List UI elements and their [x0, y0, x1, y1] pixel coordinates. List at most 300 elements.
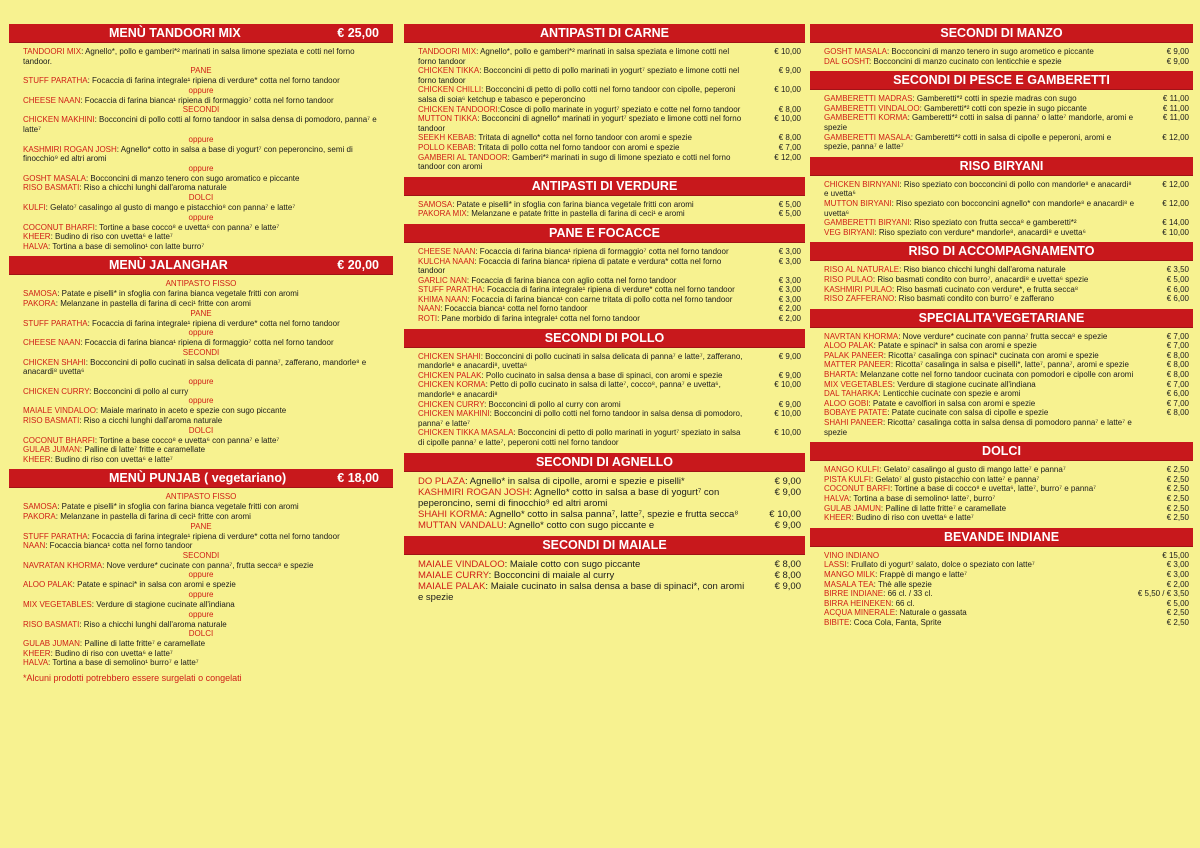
section-header	[9, 24, 393, 43]
dish-name: HALVA	[824, 494, 850, 503]
dish-price: € 9,00	[774, 519, 801, 531]
dish-description: : Patate e piselli* in sfoglia con farina bianca vegetale fritti con aromi	[57, 289, 299, 299]
menu-item	[404, 314, 805, 324]
course-label: oppure	[188, 609, 214, 619]
menu-item	[9, 639, 393, 649]
dish-name: MANGO KULFI	[824, 465, 880, 475]
dish-description: : Thè alle spezie	[873, 579, 932, 589]
dish-name: NAAN	[418, 304, 441, 314]
dish-description: : Melanzane in pastella di farina di ceci¹ fritte con aromi	[55, 512, 251, 522]
dish-description: : Riso basmati cucinato con verdure*, e frutta secca⁸	[892, 284, 1079, 294]
menu-item	[9, 387, 393, 397]
section-header	[810, 24, 1193, 43]
menu-item	[810, 408, 1193, 418]
menu-item	[810, 504, 1193, 514]
course-label: oppure	[188, 590, 214, 599]
menu-item	[9, 299, 393, 309]
dish-name: ALOO PALAK	[824, 341, 874, 351]
menu-item	[810, 465, 1193, 475]
section-header	[810, 71, 1193, 90]
menu-item	[9, 96, 393, 106]
dish-name: CHICKEN KORMA	[418, 380, 486, 390]
dish-price: € 10,00	[1162, 227, 1189, 237]
menu-item	[810, 599, 1193, 609]
dish-name: ROTI	[418, 314, 438, 324]
dish-description: : Melanzane e patate fritte in pastella di farina di ceci¹ e aromi	[466, 209, 685, 219]
dish-price: € 3,00	[1166, 560, 1189, 570]
section-header	[404, 224, 805, 243]
menu-item	[404, 352, 805, 371]
menu-item	[404, 276, 805, 286]
dish-price: € 3,00	[778, 256, 801, 266]
dish-description: : Bocconcini di manzo tenero in sugo arometico e piccante	[886, 47, 1094, 56]
dish-name: SEEKH KEBAB	[418, 133, 475, 143]
menu-item	[810, 265, 1193, 275]
menu-item	[404, 295, 805, 305]
dish-price: € 2,50	[1166, 474, 1189, 484]
menu-item	[9, 502, 393, 512]
course-label: DOLCI	[188, 629, 214, 639]
course-label: SECONDI	[182, 550, 220, 560]
menu-item	[810, 360, 1193, 370]
section-price: € 25,00	[337, 26, 379, 40]
dish-name: KULFI	[23, 202, 46, 212]
menu-item	[810, 133, 1193, 152]
dish-name: MUTTON BIRYANI	[824, 198, 892, 208]
course-label: oppure	[188, 163, 214, 173]
menu-item	[810, 484, 1193, 494]
dish-name: MIX VEGETABLES	[23, 600, 92, 609]
course-label: DOLCI	[188, 425, 214, 435]
dish-price: € 6,00	[1166, 389, 1189, 399]
section-title: MENÙ JALANGHAR	[109, 258, 228, 273]
section-title: SPECIALITA'VEGETARIANE	[918, 310, 1085, 325]
dish-price: € 2,50	[1166, 513, 1189, 523]
menu-item	[9, 541, 393, 551]
menu-item	[9, 532, 393, 542]
dish-name: RISO BASMATI	[23, 619, 80, 629]
menu-item	[810, 370, 1193, 380]
dish-price: € 3,00	[1166, 569, 1189, 579]
course-label: PANE	[190, 308, 212, 318]
menu-item	[9, 338, 393, 348]
dish-description: : Focaccia di farina bianca¹ ripiena di formaggio⁷ cotta nel forno tandoor	[80, 95, 334, 105]
dish-name: CHICKEN TANDOORI	[418, 104, 498, 114]
dish-description: : Focaccia di farina bianca con aglio cotta nel forno tandoor	[466, 275, 677, 285]
menu-item	[404, 409, 805, 428]
dish-name: CHICKEN CURRY	[418, 399, 485, 409]
menu-item	[404, 209, 805, 219]
dish-name: HALVA	[23, 658, 49, 668]
menu-item	[810, 494, 1193, 504]
menu-item	[404, 380, 805, 399]
dish-name: STUFF PARATHA	[418, 285, 483, 295]
dish-name: DAL TAHARKA	[824, 389, 879, 399]
dish-name: LASSI	[824, 560, 847, 570]
dish-price: € 9,00	[778, 399, 801, 409]
menu-item	[810, 618, 1193, 628]
dish-description: : Patate e spinaci* in salsa con aromi e spezie	[873, 341, 1037, 351]
dish-description: : Bocconcini di pollo al curry	[89, 386, 189, 396]
course-label: oppure	[188, 396, 214, 406]
section-dolci	[810, 442, 1193, 523]
menu-item	[810, 113, 1193, 132]
dish-description: : Melanzane cotte nel forno tandoor cucinata con pomodori e cipolle con aromi	[855, 370, 1134, 380]
dish-description: : Coca Cola, Fanta, Sprite	[849, 617, 942, 627]
dish-description: : Budino di riso con uvetta⁶ e latte⁷	[50, 232, 173, 242]
menu-item	[810, 570, 1193, 580]
menu-item	[810, 560, 1193, 570]
dish-description: : Palline di latte fritte⁷ e caramellate	[79, 639, 206, 649]
menu-item	[9, 242, 393, 252]
menu-item	[810, 332, 1193, 342]
dish-description: : Melanzane in pastella di farina di ceci¹ fritte con aromi	[55, 298, 251, 308]
dish-name: GAMBERI AL TANDOOR	[418, 152, 508, 162]
dish-name: COCONUT BHARFI	[23, 435, 95, 445]
menu-item	[404, 200, 805, 210]
menu-item	[404, 581, 805, 603]
menu-item	[810, 399, 1193, 409]
section-title: ANTIPASTI DI VERDURE	[531, 178, 678, 193]
menu-item	[9, 358, 393, 377]
dish-description: : Palline di latte fritte⁷ e caramellate	[880, 503, 1007, 513]
menu-item	[404, 400, 805, 410]
dish-description: : Nove verdure* cucinate con panna⁷ frutta secca⁸ e spezie	[898, 331, 1108, 341]
section-title: MENÙ TANDOORI MIX	[109, 26, 241, 40]
dish-description: : Focaccia di farina integrale¹ ripiena di verdure* cotta nel forno tandoor	[87, 76, 340, 86]
dish-description: : Bocconcini di pollo cucinati in salsa delicata di panna⁷ e latte⁷, zafferano, mandorle⁸ e anacardi⁸, uvetta⁶	[418, 351, 743, 371]
dish-price: € 5,00	[1166, 274, 1189, 284]
dish-price: € 11,00	[1162, 113, 1189, 123]
menu-item	[810, 294, 1193, 304]
dish-description: : Budino di riso con uvetta⁶ e latte⁷	[50, 454, 173, 464]
dish-price: € 2,50	[1166, 608, 1189, 618]
dish-description: : Agnello* cotto in salsa panna⁷, latte⁷, spezie e frutta secca⁸	[484, 508, 739, 520]
course-label: oppure	[188, 85, 214, 95]
dish-name: KHEER	[23, 232, 51, 242]
dish-name: ACQUA MINERALE	[824, 608, 896, 618]
dish-description: : Agnello* cotto in salsa a base di yogurt⁷ con peperoncino, semi di finocchio⁹ ed altri aromi	[418, 486, 720, 509]
section-antipasti-di-verdure	[404, 177, 805, 219]
course-label: SECONDI	[182, 105, 220, 115]
dish-description: : Gelato⁷ al gusto pistacchio con latte⁷ e panna⁷	[870, 474, 1040, 484]
section-title: SECONDI DI MANZO	[940, 26, 1063, 40]
dish-price: € 2,50	[1166, 494, 1189, 503]
dish-description: : Riso basmati condito con burro⁷ e zafferano	[894, 294, 1054, 304]
menu-item	[404, 105, 805, 115]
dish-name: PISTA KULFI	[824, 474, 871, 484]
menu-item	[9, 203, 393, 213]
dish-price: € 3,00	[778, 275, 801, 285]
dish-name: BIRRA HEINEKEN	[824, 598, 892, 608]
dish-price: € 7,00	[1166, 379, 1189, 389]
dish-price: € 9,00	[774, 580, 801, 592]
dish-price: € 5,00	[1166, 598, 1189, 608]
course-label: oppure	[188, 134, 214, 144]
dish-description: : Riso speziato con frutta secca⁸ e gamberetti*²	[909, 218, 1077, 228]
dish-description: : Frullato di yogurt⁷ salato, dolce o speziato con latte⁷	[846, 560, 1035, 570]
dish-name: CHICKEN SHAHI	[23, 357, 86, 367]
course-label: ANTIPASTO FISSO	[165, 492, 237, 502]
menu-item	[810, 199, 1193, 218]
menu-item	[404, 304, 805, 314]
dish-name: STUFF PARATHA	[23, 531, 88, 541]
dish-price: € 3,00	[778, 246, 801, 256]
dish-description: : Frappè di mango e latte⁷	[875, 569, 967, 579]
dish-name: ALOO GOBI	[824, 398, 869, 408]
menu-item	[810, 351, 1193, 361]
section-bevande-indiane	[810, 528, 1193, 628]
section-title: SECONDI DI AGNELLO	[535, 454, 674, 469]
dish-description: : Riso basmati condito con burro⁷, anacardi⁸ e uvetta⁶ spezie	[872, 274, 1089, 284]
course-label: PANE	[190, 521, 212, 531]
dish-name: PAKORA MIX	[418, 209, 467, 219]
dish-name: CHICKEN TIKKA	[418, 66, 480, 76]
section-title: SECONDI DI POLLO	[544, 330, 665, 345]
dish-name: CHICKEN BIRNYANI	[824, 179, 900, 189]
dish-description: : Tritata di agnello* cotta nel forno tandoor con aromi e spezie	[474, 133, 692, 143]
menu-item	[9, 319, 393, 329]
dish-name: KHIMA NAAN	[418, 294, 468, 304]
menu-item	[9, 289, 393, 299]
menu-item	[810, 180, 1193, 199]
menu-item	[9, 658, 393, 668]
dish-description: : Budino di riso con uvetta⁶ e latte⁷	[50, 648, 173, 658]
section-specialita-vegetariane	[810, 309, 1193, 438]
section-price: € 18,00	[337, 471, 379, 486]
menu-item	[404, 257, 805, 276]
dish-name: MANGO MILK	[824, 569, 876, 579]
dish-name: GAMBERETTI MASALA	[824, 132, 911, 142]
dish-name: CHICKEN MAKHINI	[23, 115, 95, 125]
dish-description: : Pane morbido di farina integrale¹ cotta nel forno tandoor	[437, 314, 640, 324]
section-header	[810, 242, 1193, 261]
menu-item	[9, 115, 393, 134]
course-label: oppure	[188, 570, 214, 580]
section-header	[404, 177, 805, 196]
dish-description: : Riso a chicchi lunghi dall'aroma naturale	[79, 619, 227, 629]
dish-description: : Riso speziato con verdure* mandorle⁸, anacardi⁸ e uvetta⁶	[874, 227, 1086, 237]
menu-item	[404, 559, 805, 570]
menu-item	[9, 512, 393, 522]
section-header	[9, 256, 393, 275]
dish-description: : Bocconcini di petto di pollo marinati in yogurt⁷ speziato in salsa di cipolle panna⁷ e latte⁷, peperoni cotti nel forno tandoor	[418, 428, 741, 447]
dish-price: € 7,00	[778, 142, 801, 152]
dish-description: : Patate e piselli* in sfoglia con farina bianca vegetale fritti con aromi	[57, 502, 299, 512]
dish-description: : Patate e cavolfiori in salsa con aromi e spezie	[868, 398, 1036, 408]
dish-name: SAMOSA	[418, 199, 453, 209]
dish-description: : Bocconcini di pollo al curry con aromi	[484, 399, 621, 409]
dish-description: : Bocconcini di petto di pollo marinati in yogurt⁷ speziato e limone cotti nel forno tandoor	[418, 66, 740, 85]
dish-description: : Tritata di pollo cotta nel forno tandoor con aromi e spezie	[473, 142, 680, 152]
dish-name: GULAB JAMUN	[824, 503, 881, 513]
dish-description: : Tortine a base cocco⁸ e uvetta⁶ con panna⁷ e latte⁷	[94, 435, 280, 445]
dish-description: : Tortina a base di semolino¹ latte⁷, burro⁷	[849, 494, 996, 503]
dish-description: : Patate e piselli* in sfoglia con farina bianca vegetale fritti con aromi	[452, 199, 694, 209]
menu-item	[9, 223, 393, 233]
dish-description: : Maiale cucinato in salsa densa a base di spinaci*, con aromi e spezie	[418, 580, 745, 603]
dish-name: RISO ZAFFERANO	[824, 294, 895, 304]
dish-price: € 10,00	[774, 380, 801, 390]
section-pane-e-focacce	[404, 224, 805, 324]
dish-name: CHICKEN CURRY	[23, 386, 90, 396]
section-header	[810, 442, 1193, 461]
dish-price: € 7,00	[1166, 331, 1189, 341]
section-title: RISO BIRYANI	[959, 158, 1044, 173]
dish-name: CHICKEN PALAK	[418, 370, 482, 380]
section-header	[810, 157, 1193, 176]
menu-item	[404, 143, 805, 153]
dish-price: € 9,00	[778, 66, 801, 76]
dish-description: : Focaccia di farina bianca¹ ripiena di patate e verdura* cotta nel forno tandoor	[418, 256, 722, 276]
dish-price: € 3,00	[778, 285, 801, 295]
dish-description: : Maiale cotto con sugo piccante	[504, 558, 641, 570]
course-label: ANTIPASTO FISSO	[165, 279, 237, 289]
menu-item	[810, 57, 1193, 67]
menu-item	[404, 476, 805, 487]
dish-name: SAMOSA	[23, 502, 58, 512]
dish-name: VINO INDIANO	[824, 550, 880, 560]
dish-name: GAMBERETTI MADRAS	[824, 94, 913, 104]
column-antipasti-secondi	[404, 24, 805, 608]
course-label: oppure	[188, 328, 214, 338]
dish-description: : Bocconcini di pollo cotti nel forno tandoor in salsa densa di pomodoro, panna⁷ e latte⁷	[418, 409, 743, 428]
section-title: DOLCI	[982, 444, 1021, 459]
dish-name: BIBITE	[824, 617, 850, 627]
menu-item	[9, 183, 393, 193]
dish-description: : Focaccia di farina bianca¹ con carne tritata di pollo cotta nel forno tandoor	[467, 294, 733, 304]
dish-description: : Patate cucinate con salsa di cipolle e spezie	[887, 408, 1049, 418]
menu-item	[810, 228, 1193, 238]
dish-price: € 8,00	[778, 104, 801, 114]
dish-description: : Budino di riso con uvetta⁶ e latte⁷	[851, 513, 974, 523]
dish-price: € 2,00	[1166, 579, 1189, 589]
section-secondi-di-agnello	[404, 453, 805, 531]
dish-name: HALVA	[23, 241, 49, 251]
menu-item	[810, 285, 1193, 295]
dish-name: MAIALE CURRY	[418, 569, 489, 581]
section-riso-di-accompagnamento	[810, 242, 1193, 303]
dish-price: € 9,00	[774, 475, 801, 487]
dish-name: STUFF PARATHA	[23, 76, 88, 86]
menu-item	[9, 620, 393, 630]
dish-name: BHARTA	[824, 370, 856, 380]
dish-name: RISO AL NATURALE	[824, 265, 900, 275]
frozen-products-note: *Alcuni prodotti potrebbero essere surgelati o congelati	[23, 672, 242, 683]
dish-description: : Agnello* in salsa di cipolle, aromi e spezie e piselli*	[465, 475, 685, 487]
dish-name: MAIALE VINDALOO	[418, 558, 505, 570]
dish-description: : Bocconcini di manzo cucinato con lenticchie e spezie	[869, 56, 1062, 66]
dish-price: € 2,50	[1166, 484, 1189, 494]
dish-price: € 5,00	[778, 199, 801, 209]
menu-item	[404, 247, 805, 257]
dish-description: : Riso speziato con bocconcini agnello* con mandorle⁸ e anacardi⁸ e uvetta⁶	[824, 198, 1135, 218]
dish-price: € 10,00	[774, 47, 801, 56]
dish-name: SAMOSA	[23, 289, 58, 299]
menu-item	[404, 114, 805, 133]
dish-description: : Bocconcini di pollo cotti al forno tandoor in salsa densa di pomodoro, panna⁷ e latte⁷	[23, 115, 377, 134]
dish-description: :Cosce di pollo marinate in yogurt⁷ speziato e cotte nel forno tandoor	[497, 104, 741, 114]
dish-description: : Maiale marinato in aceto e spezie con sugo piccante	[95, 406, 287, 416]
menu-item	[810, 608, 1193, 618]
menu-item	[810, 580, 1193, 590]
dish-price: € 3,50	[1166, 265, 1189, 275]
dish-description: : Lenticchie cucinate con spezie e aromi	[878, 389, 1021, 399]
menu-item	[810, 275, 1193, 285]
dish-price: € 10,00	[774, 85, 801, 95]
dish-description: : Tortine a base cocco⁸ e uvetta⁶ con panna⁷ e latte⁷	[94, 222, 280, 232]
dish-price: € 12,00	[1162, 179, 1189, 189]
menu-item	[810, 380, 1193, 390]
dish-description: : Nove verdure* cucinate con panna⁷, frutta secca⁸ e spezie	[102, 560, 314, 570]
section-men-punjab-vegetariano	[9, 469, 393, 668]
dish-name: CHEESE NAAN	[23, 338, 81, 348]
dish-price: € 11,00	[1162, 94, 1189, 104]
dish-price: € 8,00	[1166, 370, 1189, 380]
dish-name: CHICKEN SHAHI	[418, 351, 481, 361]
section-price: € 20,00	[337, 258, 379, 273]
menu-item	[9, 455, 393, 465]
dish-description: : Ricotta⁷ casalinga in salsa e piselli*, latte⁷, panna⁷, aromi e spezie	[890, 360, 1129, 370]
dish-description: : Gamberetti*² cotti in salsa di panna⁷ o latte⁷ mandorle, aromi e spezie	[824, 113, 1134, 132]
dish-description: : Naturale o gassata	[895, 608, 967, 618]
column-menus	[9, 24, 393, 683]
dish-name: KHEER	[824, 513, 852, 523]
dish-description: : Ricotta⁷ casalinga cotta in salsa densa di pomodoro panna⁷ e latte⁷ e spezie	[824, 418, 1132, 437]
dish-description: : Verdure di stagione cucinate all'indiana	[91, 600, 235, 609]
dish-name: RISO BASMATI	[23, 416, 80, 426]
dish-description: : Riso bianco chicchi lunghi dall'aroma naturale	[899, 265, 1066, 275]
menu-item	[9, 445, 393, 455]
dish-name: MAIALE PALAK	[418, 580, 486, 592]
dish-name: COCONUT BARFI	[824, 484, 891, 494]
menu-item	[9, 76, 393, 86]
course-label: SECONDI	[182, 347, 220, 357]
dish-description: : Focaccia di farina bianca¹ ripiena di formaggio⁷ cotta nel forno tandoor	[475, 246, 729, 256]
dish-description: : Gamberetti*² cotti in spezie madras con sugo	[912, 94, 1077, 104]
menu-item	[404, 66, 805, 85]
dish-description: : Gamberi*² marinati in sugo di limone speziato e cotti nel forno tandoor con aromi	[418, 152, 731, 172]
course-label: oppure	[188, 212, 214, 222]
dish-description: : Bocconcini di petto di pollo cotti nel forno tandoor con cipolle, peperoni salsa di soia⁶ ketchup e tabasco e peperoncino	[418, 85, 736, 104]
dish-name: PALAK PANEER	[824, 350, 884, 360]
dish-price: € 9,00	[774, 486, 801, 498]
dish-name: MAIALE VINDALOO	[23, 406, 96, 416]
dish-description: : Gelato⁷ casalingo al gusto di mango e pistacchio⁸ con panna⁷ e latte⁷	[45, 202, 296, 212]
dish-price: € 8,00	[1166, 350, 1189, 360]
menu-item	[404, 520, 805, 531]
dish-price: € 8,00	[774, 569, 801, 581]
menu-item	[9, 416, 393, 426]
section-secondi-di-pesce-e-gamberetti	[810, 71, 1193, 152]
dish-description: : Bocconcini di agnello* marinati in yogurt⁷ speziato e limone cotti nel forno tandoor	[418, 114, 742, 133]
dish-price: € 6,00	[1166, 284, 1189, 294]
section-header	[404, 24, 805, 43]
section-title: PANE E FOCACCE	[549, 225, 660, 240]
dish-price: € 15,00	[1162, 550, 1189, 560]
dish-price: € 8,00	[774, 558, 801, 570]
dish-price: € 10,00	[769, 508, 801, 520]
dish-description: : Bocconcini di maiale al curry	[488, 569, 615, 581]
dish-price: € 9,00	[778, 370, 801, 380]
menu-item	[9, 649, 393, 659]
dish-name: KHEER	[23, 648, 51, 658]
menu-item	[9, 406, 393, 416]
dish-name: STUFF PARATHA	[23, 318, 88, 328]
section-header	[810, 528, 1193, 547]
menu-item	[404, 133, 805, 143]
menu-item	[404, 428, 805, 447]
